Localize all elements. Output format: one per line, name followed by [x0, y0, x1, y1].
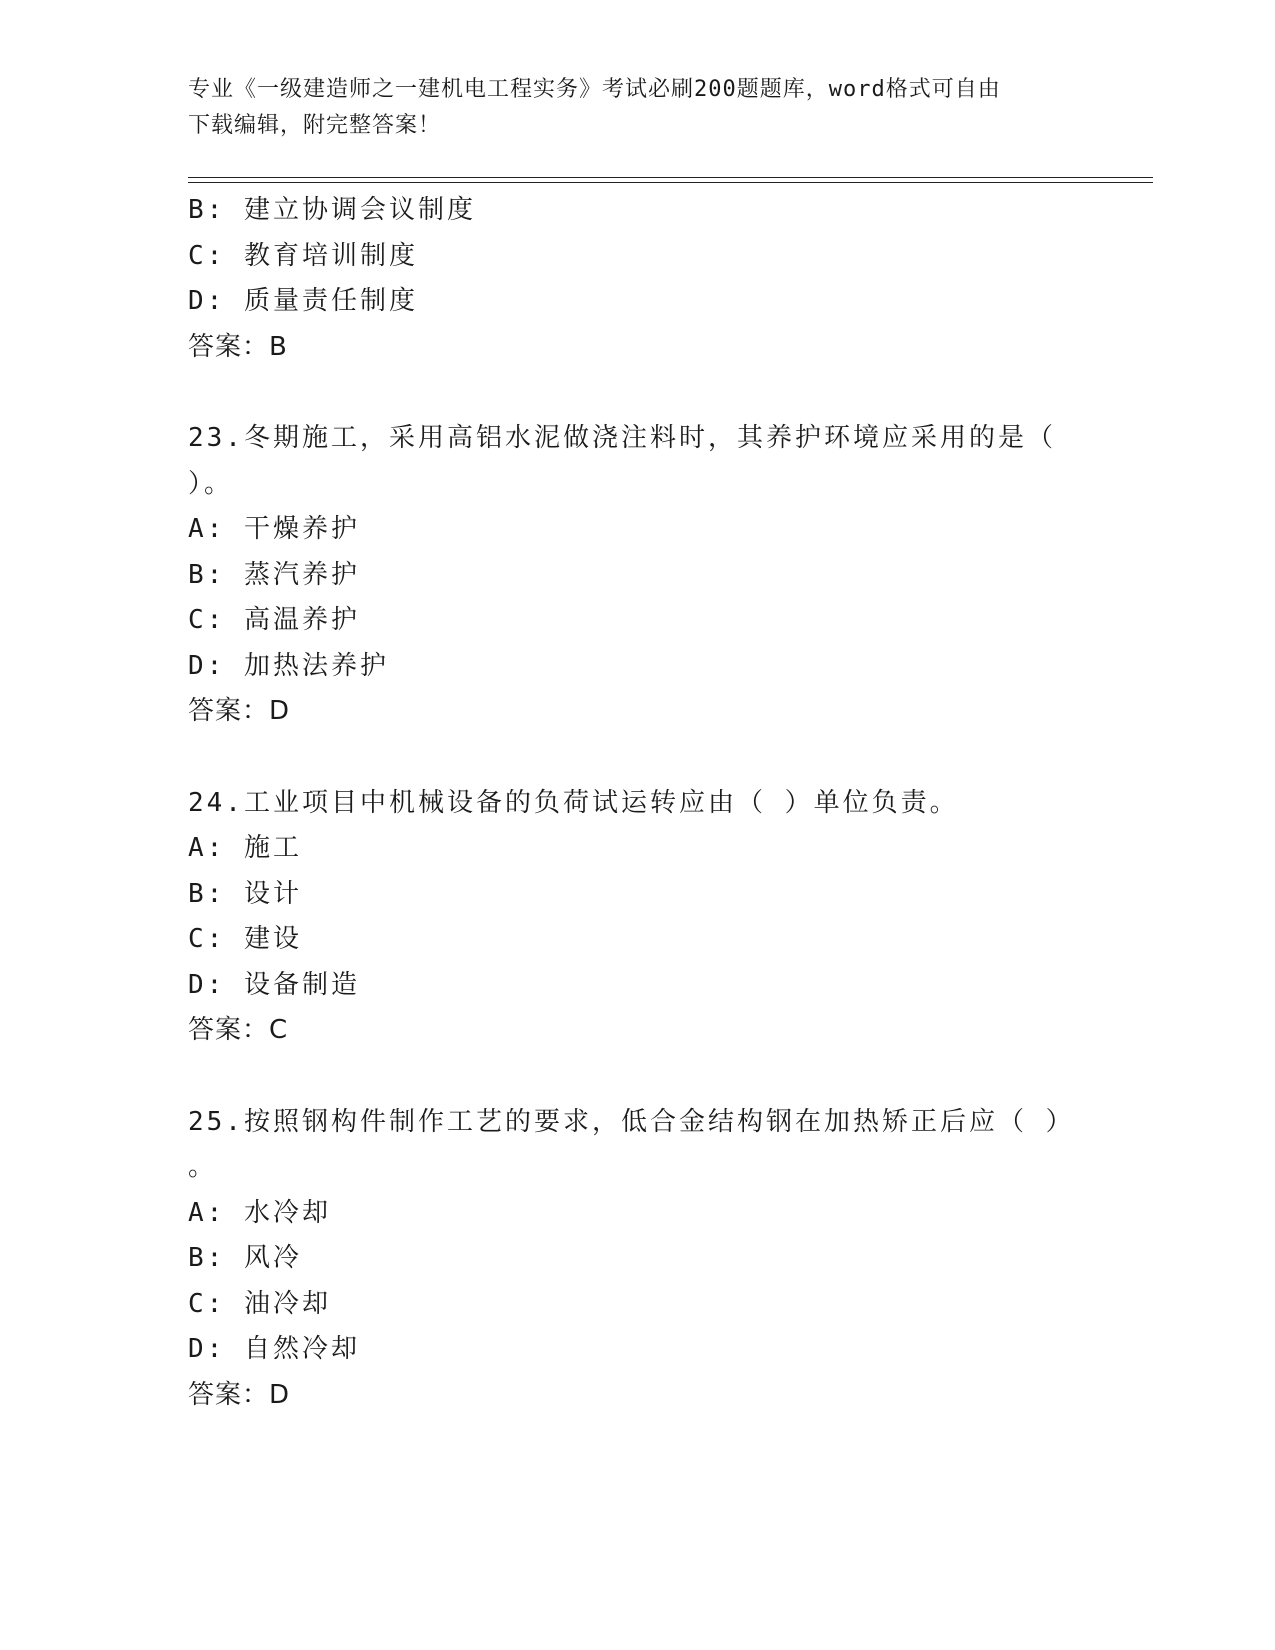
header-divider-top	[188, 177, 1153, 178]
option-a: A: 施工	[188, 833, 302, 863]
question-22-tail	[188, 188, 1068, 370]
question-stem-line-1: 25.按照钢构件制作工艺的要求，低合金结构钢在加热矫正后应（ ）	[188, 1106, 1075, 1137]
option-d: D: 加热法养护	[188, 650, 389, 681]
option-c: C: 教育培训制度	[188, 240, 418, 271]
question-stem-line-1: 23.冬期施工，采用高铝水泥做浇注料时，其养护环境应采用的是（	[188, 423, 1056, 453]
option-d: D: 质量责任制度	[188, 286, 418, 316]
answer-line: 答案：D	[188, 696, 291, 726]
question-list	[188, 188, 1075, 1418]
option-a: A: 干燥养护	[188, 514, 360, 544]
question-23	[188, 416, 1068, 735]
option-a: A: 水冷却	[188, 1197, 331, 1228]
option-b: B: 蒸汽养护	[188, 559, 360, 590]
answer-line: 答案：D	[188, 1379, 291, 1410]
question-25	[188, 1100, 1075, 1419]
header-line-1: 专业《一级建造师之一建机电工程实务》考试必刷200题题库，word格式可自由	[188, 77, 1001, 102]
option-c: C: 高温养护	[188, 605, 360, 635]
option-b: B: 设计	[188, 878, 302, 909]
spacer	[188, 735, 1068, 781]
header-divider-bottom	[188, 182, 1153, 183]
option-b: B: 风冷	[188, 1243, 302, 1273]
option-b: B: 建立协调会议制度	[188, 195, 476, 225]
option-d: D: 自然冷却	[188, 1334, 360, 1364]
spacer	[188, 1054, 1068, 1100]
header-line-2: 下载编辑，附完整答案！	[188, 113, 442, 138]
answer-line: 答案：C	[188, 1015, 289, 1045]
question-stem-line-2: ）。	[188, 468, 234, 499]
question-24	[188, 781, 1068, 1054]
answer-line: 答案：B	[188, 331, 288, 362]
document-header	[188, 72, 1068, 144]
option-c: C: 建设	[188, 924, 302, 954]
option-d: D: 设备制造	[188, 969, 360, 1000]
spacer	[188, 370, 1068, 416]
question-stem-line-2: 。	[188, 1152, 218, 1182]
option-c: C: 油冷却	[188, 1288, 331, 1319]
question-stem-line-1: 24.工业项目中机械设备的负荷试运转应由（ ）单位负责。	[188, 787, 959, 818]
